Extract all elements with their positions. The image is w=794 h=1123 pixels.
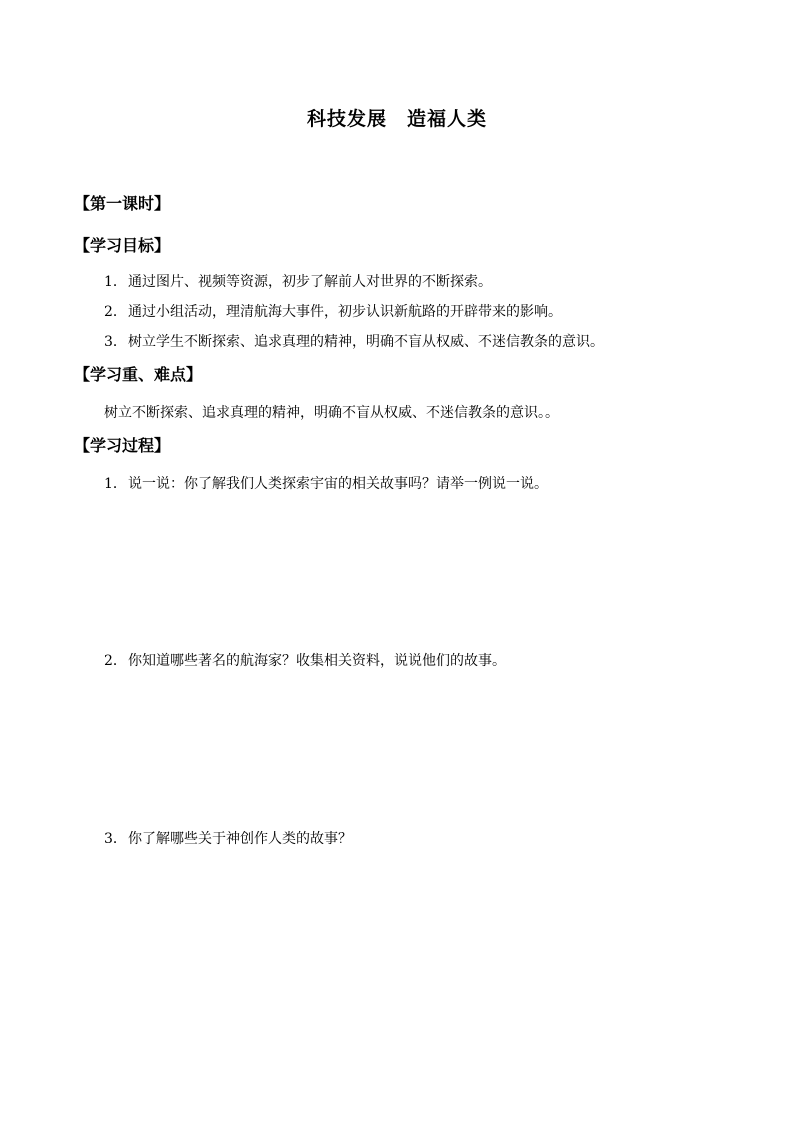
process-item <box>104 828 352 848</box>
objective-number: 1． <box>104 274 127 290</box>
process-heading: 【学习过程】 <box>74 436 171 455</box>
objective-number: 2． <box>104 304 127 320</box>
process-number: 3． <box>104 831 127 847</box>
process-text: 说一说：你了解我们人类探索宇宙的相关故事吗？请举一例说一说。 <box>128 476 548 492</box>
process-number: 1． <box>104 476 127 492</box>
process-text: 你知道哪些著名的航海家？收集相关资料，说说他们的故事。 <box>128 653 506 669</box>
key-points-text: 树立不断探索、追求真理的精神，明确不盲从权威、不迷信教条的意识。。 <box>104 405 559 421</box>
objective-item <box>104 331 604 351</box>
process-number: 2． <box>104 653 127 669</box>
objective-text: 通过图片、视频等资源，初步了解前人对世界的不断探索。 <box>128 274 492 290</box>
lesson-heading: 【第一课时】 <box>74 194 171 213</box>
process-item <box>104 650 506 670</box>
page-title: 科技发展 造福人类 <box>306 108 487 130</box>
objective-text: 通过小组活动，理清航海大事件，初步认识新航路的开辟带来的影响。 <box>128 304 562 320</box>
objective-text: 树立学生不断探索、追求真理的精神，明确不盲从权威、不迷信教条的意识。 <box>128 334 604 350</box>
objective-item <box>104 271 492 291</box>
key-points-heading: 【学习重、难点】 <box>74 365 203 384</box>
objectives-heading: 【学习目标】 <box>74 236 171 255</box>
objective-number: 3． <box>104 334 127 350</box>
objective-item <box>104 301 562 321</box>
process-text: 你了解哪些关于神创作人类的故事？ <box>128 831 352 847</box>
process-item <box>104 473 548 493</box>
